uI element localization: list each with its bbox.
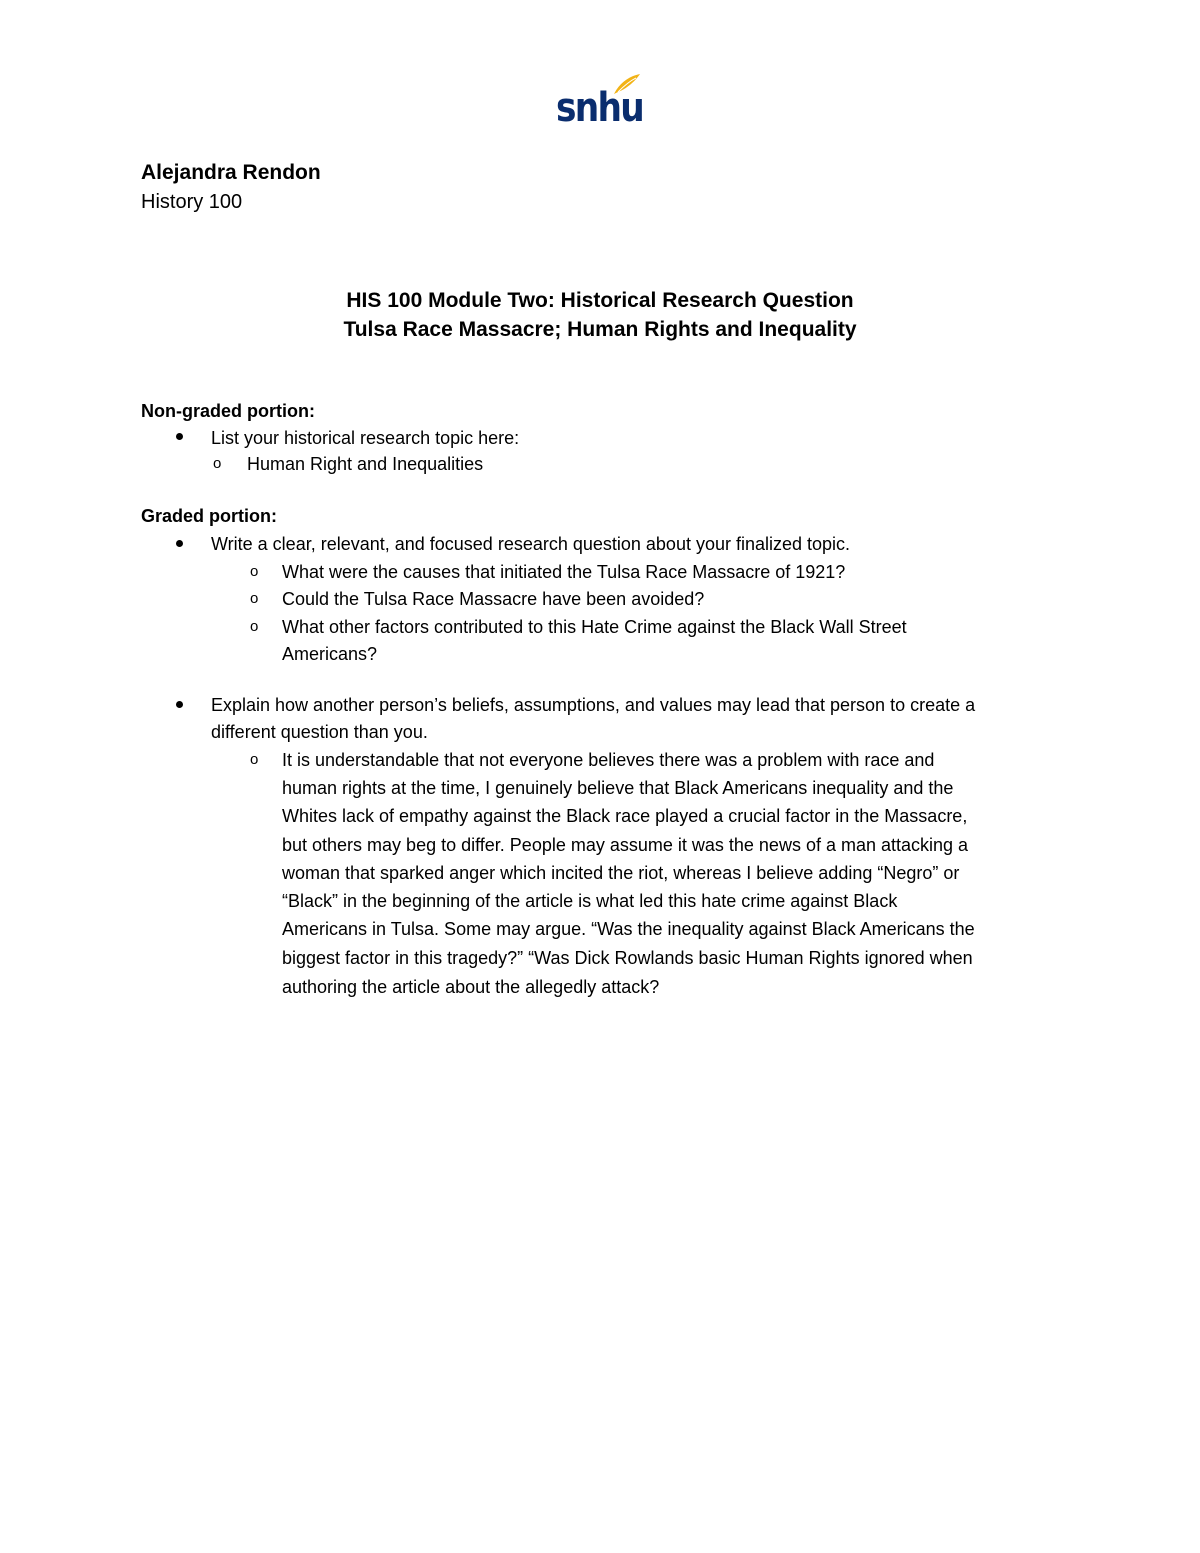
sub-bullet-marker: o <box>250 590 259 607</box>
explain-prompt-line-2: different question than you. <box>211 722 428 742</box>
bullet-marker <box>176 540 183 547</box>
logo-text: snhu <box>556 85 644 131</box>
research-question-2: Could the Tulsa Race Massacre have been avoided? <box>282 589 705 609</box>
research-question-3: What other factors contributed to this Hate Crime against the Black Wall Street <box>282 617 907 637</box>
sub-bullet-marker: o <box>250 751 259 768</box>
title-line-1: HIS 100 Module Two: Historical Research Question <box>346 289 854 312</box>
answer-line-9: authoring the article about the allegedly attack? <box>282 977 660 997</box>
bullet-marker <box>176 433 183 440</box>
answer-line-3: Whites lack of empathy against the Black race played a crucial factor in the Massacre, <box>282 806 968 826</box>
non-graded-heading: Non-graded portion: <box>141 401 315 421</box>
research-question-3-cont: Americans? <box>282 644 378 664</box>
research-question-1: What were the causes that initiated the Tulsa Race Massacre of 1921? <box>282 562 846 582</box>
answer-line-7: Americans in Tulsa. Some may argue. “Was the inequality against Black Americans the <box>282 919 975 939</box>
sub-bullet-marker: o <box>250 618 259 635</box>
answer-line-8: biggest factor in this tragedy?” “Was Dick Rowlands basic Human Rights ignored when <box>282 948 973 968</box>
explain-prompt-line-1: Explain how another person’s beliefs, assumptions, and values may lead that person to create a <box>211 695 976 715</box>
author-name: Alejandra Rendon <box>141 161 321 184</box>
snhu-logo <box>552 72 644 134</box>
answer-line-2: human rights at the time, I genuinely believe that Black Americans inequality and the <box>282 778 954 798</box>
question-prompt: Write a clear, relevant, and focused research question about your finalized topic. <box>211 534 851 554</box>
answer-line-4: but others may beg to differ. People may assume it was the news of a man attacking a <box>282 835 969 855</box>
answer-line-6: “Black” in the beginning of the article is what led this hate crime against Black <box>282 891 898 911</box>
answer-line-1: It is understandable that not everyone believes there was a problem with race and <box>282 750 935 770</box>
document-title <box>0 286 1200 344</box>
sub-bullet-marker: o <box>250 563 259 580</box>
graded-heading: Graded portion: <box>141 506 277 526</box>
course-name: History 100 <box>141 191 243 213</box>
title-line-2: Tulsa Race Massacre; Human Rights and Inequality <box>343 318 857 341</box>
answer-line-5: woman that sparked anger which incited the riot, whereas I believe adding “Negro” or <box>282 863 960 883</box>
topic-answer: Human Right and Inequalities <box>247 454 484 474</box>
sub-bullet-marker: o <box>213 455 222 472</box>
topic-prompt: List your historical research topic here: <box>211 428 520 448</box>
bullet-marker <box>176 701 183 708</box>
